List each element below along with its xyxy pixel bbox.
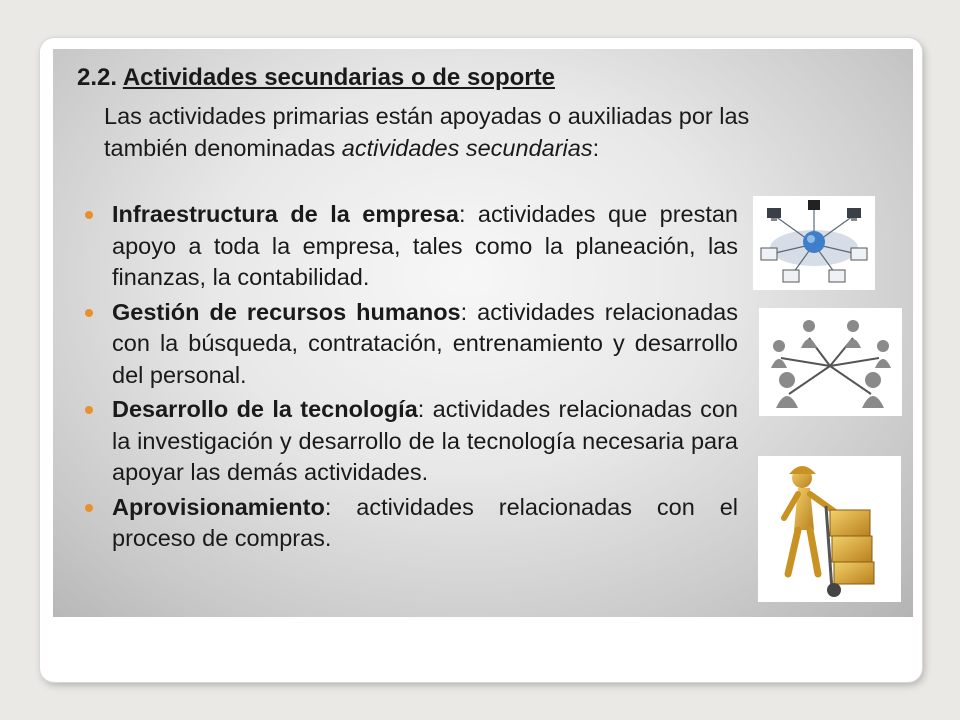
bullet-term: Gestión de recursos humanos: [112, 298, 461, 325]
bullet-description: : actividades que prestan apoyo a toda la empresa, tales como la planeación, las finanzas, la contabilidad.: [112, 201, 739, 290]
bullet-dot-icon: [85, 406, 93, 414]
people-network-icon: [759, 308, 902, 416]
bullet-description: : actividades relacionadas con la búsqueda, contratación, entrenamiento y desarrollo del personal.: [112, 298, 738, 388]
bullet-item-infraestructura: [78, 199, 738, 294]
bullet-term: Infraestructura de la empresa: [112, 201, 459, 227]
bullet-list: [78, 199, 738, 558]
bullet-dot-icon: [85, 309, 93, 317]
intro-emphasis: actividades secundarias: [341, 135, 593, 161]
intro-text: Las actividades primarias están apoyadas o auxiliadas por las también denominadas: [104, 103, 750, 161]
network-icon: [753, 196, 875, 290]
title-text: Actividades secundarias o de soporte: [122, 64, 555, 91]
bullet-item-tecnologia: [78, 394, 738, 489]
bullet-description: : actividades relacionadas con el proceso de compras.: [112, 493, 738, 551]
network-infrastructure-image: [753, 196, 875, 290]
bullet-dot-icon: [85, 504, 93, 512]
slide-title: [77, 64, 555, 92]
bullet-term: Aprovisionamiento: [112, 493, 325, 520]
bullet-item-aprovisionamiento: [78, 492, 738, 555]
worker-hand-truck-icon: [758, 456, 901, 602]
intro-colon: :: [592, 135, 600, 161]
intro-paragraph: [104, 100, 804, 164]
bullet-dot-icon: [85, 211, 93, 219]
bullet-item-recursos-humanos: [78, 297, 738, 392]
bullet-term: Desarrollo de la tecnología: [112, 396, 418, 422]
title-number: 2.2.: [77, 64, 118, 91]
bullet-description: : actividades relacionadas con la investigación y desarrollo de la tecnología necesaria para apoyar las demás actividades.: [112, 396, 738, 485]
worker-boxes-image: [758, 456, 901, 602]
people-network-image: [759, 308, 902, 416]
